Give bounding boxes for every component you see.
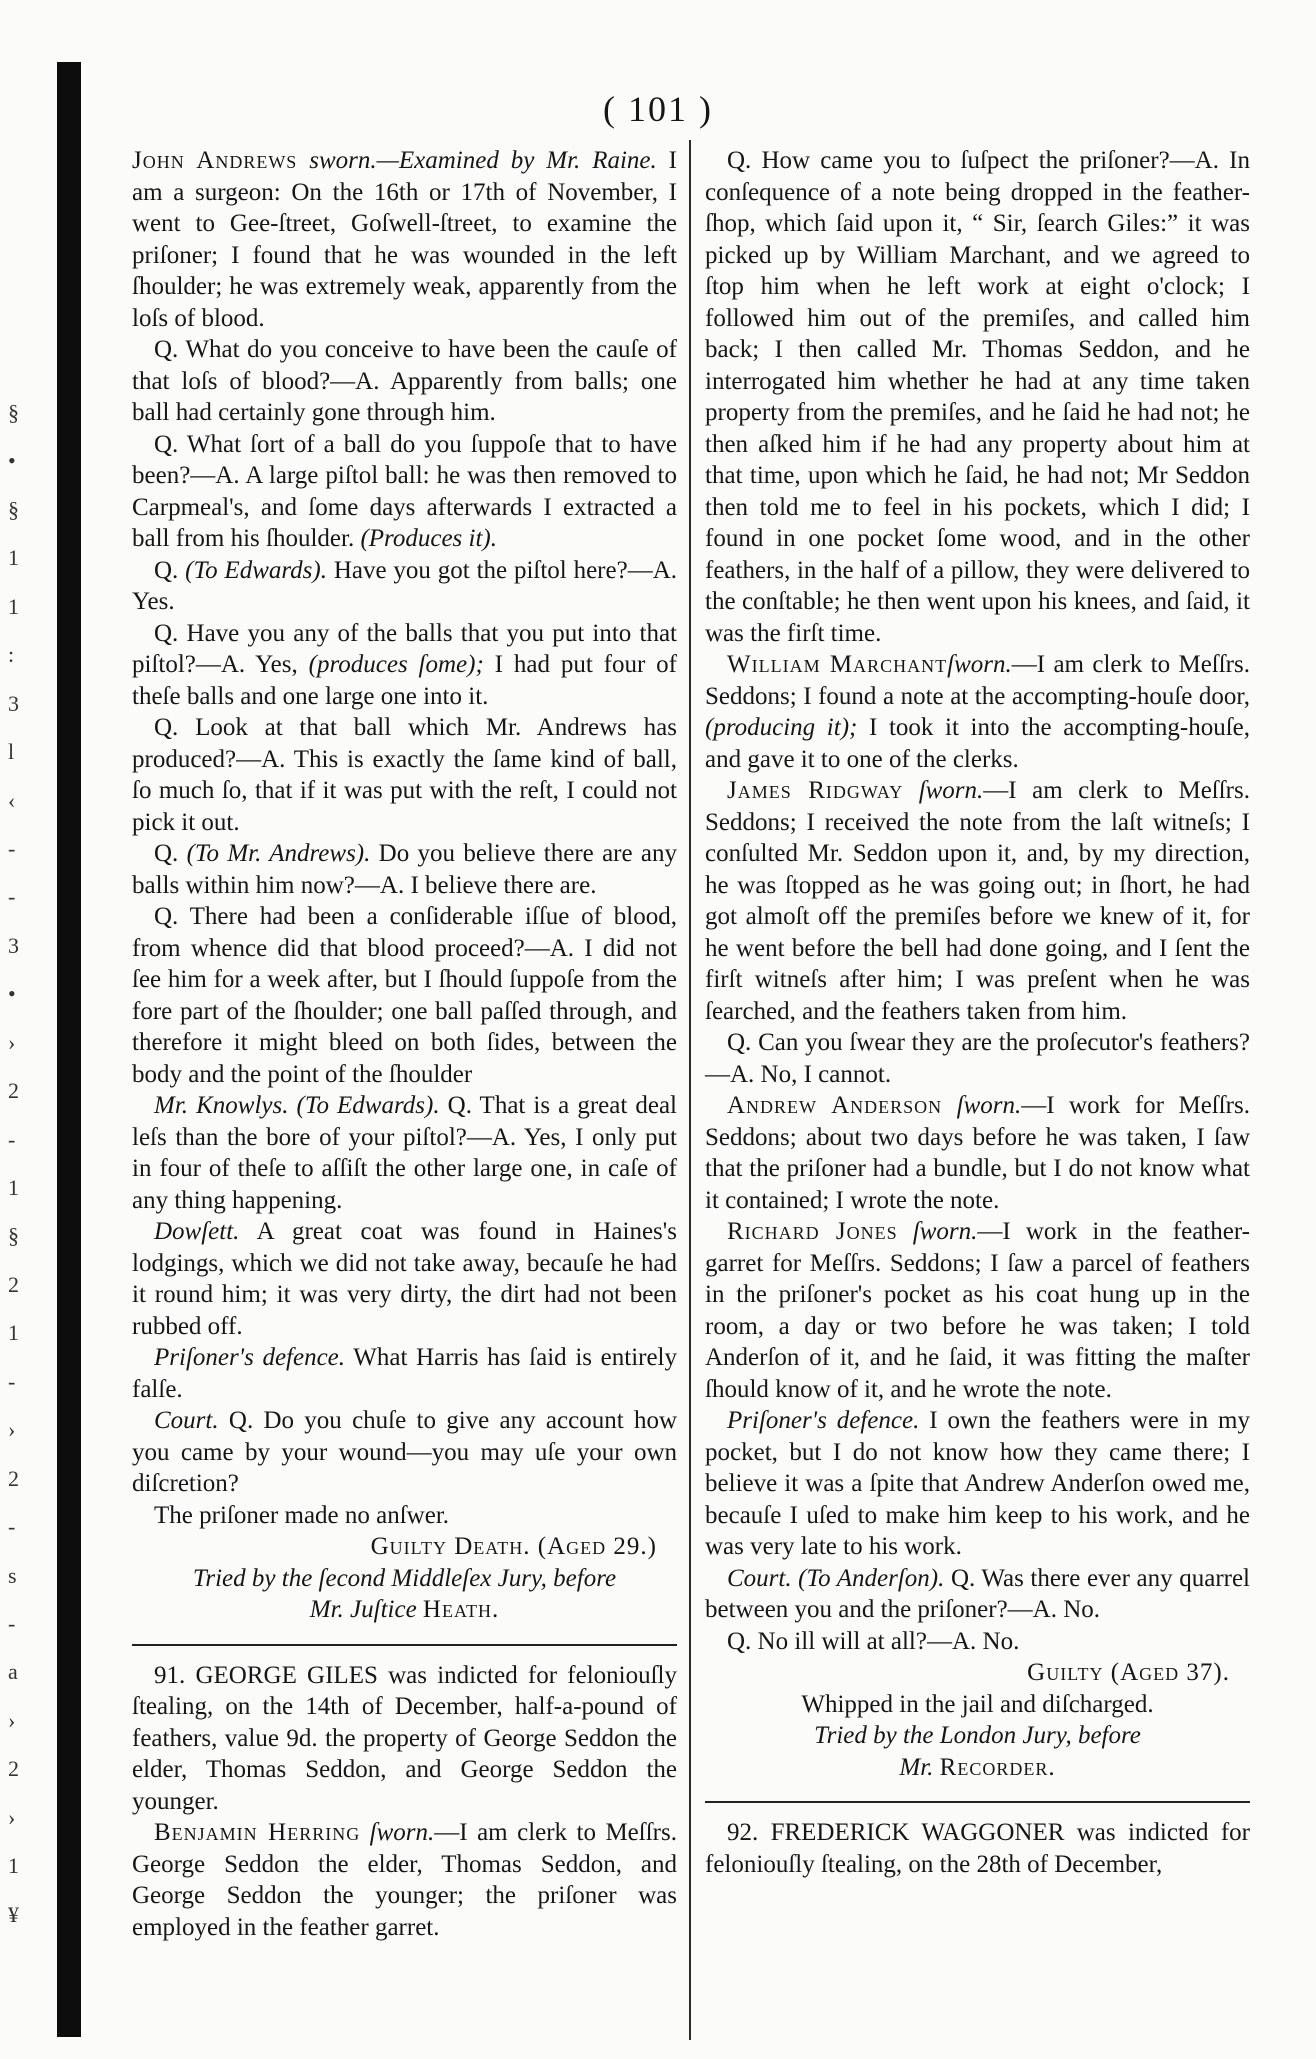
witness-name: Benjamin Herring — [154, 1819, 361, 1846]
binding-spine — [57, 62, 81, 2037]
case-divider — [705, 1801, 1250, 1803]
case-heading: 92. FREDERICK WAGGONER was indicted for feloniouſly ſtealing, on the 28th of December, — [705, 1819, 1250, 1878]
paragraph: Andrew Anderson ſworn.—I work for Meſſrs. Seddons; about two days before he was taken, I ſaw that the priſoner had a bundle, but I do not know what it contained; I wrote the note. — [705, 1092, 1250, 1214]
margin-mark: 1 — [8, 1320, 19, 1345]
margin-mark: ‹ — [8, 788, 16, 813]
witness-name: Andrew Anderson — [727, 1092, 943, 1119]
paragraph: Q. What do you conceive to have been the cauſe of that loſs of blood?—A. Apparently from balls; one ball had certainly gone through him. — [132, 336, 677, 426]
margin-mark: s — [8, 1563, 17, 1588]
margin-mark: 1 — [8, 594, 19, 619]
margin-mark: - — [8, 1611, 16, 1636]
paragraph: Q. What ſort of a ball do you ſuppoſe that to have been?—A. A large piſtol ball: he was then removed to Carpmeal's, and ſome days afterwards I extracted a ball from his ſhoulder. (Produces it). — [132, 430, 677, 552]
margin-mark: › — [8, 1417, 16, 1442]
paragraph: Mr. Knowlys. (To Edwards). Q. That is a great deal leſs than the bore of your piſtol?—A. Yes, I only put in four of theſe to aſſiſt the other large one, in caſe of any thing happening. — [132, 1092, 677, 1214]
margin-mark: 1 — [8, 1175, 19, 1200]
verdict: Guilty (Aged 37). — [1027, 1659, 1230, 1686]
paragraph: The priſoner made no anſwer. — [154, 1501, 450, 1529]
margin-mark: - — [8, 1369, 16, 1394]
margin-mark: § — [8, 400, 19, 425]
trial-note: Tried by the ſecond Middleſex Jury, before — [192, 1564, 617, 1592]
paragraph: Q. How came you to ſuſpect the priſoner?—A. In conſequence of a note being dropped in the feather-ſhop, which ſaid upon it, “ Sir, ſearch Giles:” it was picked up by William Marchant, and we agreed to ſtop him when he left work at eight o'clock; I followed him out of the premiſes, and called him back; I then called Mr. Thomas Seddon, and he interrogated him whether he had at any time taken property from the premiſes, and he ſaid he had not; he then aſked him if he had any property about him at that time, upon which he ſaid, he had not; Mr Seddon then told me to feel in his pockets, which I did; I found in one pocket ſome wood, and in the other feathers, in the half of a pillow, they were delivered to the conſtable; he then went upon his knees, and ſaid, it was the firſt time. — [705, 147, 1250, 647]
paragraph: William Marchantſworn.—I am clerk to Meſſrs. Seddons; I found a note at the accompting-houſe door, (producing it); I took it into the accompting-houſe, and gave it to one of the clerks. — [705, 651, 1251, 773]
page-number: ( 101 ) — [603, 89, 713, 129]
paragraph: Dowſett. A great coat was found in Haines's lodgings, which we did not take away, becauſe he had it round him; it was very dirty, the dirt had not been rubbed off. — [132, 1218, 677, 1340]
right-column — [705, 145, 1250, 1880]
margin-mark: 3 — [8, 933, 19, 958]
margin-mark: l — [8, 739, 15, 764]
margin-mark: 2 — [8, 1756, 19, 1781]
margin-mark: ¥ — [8, 1902, 19, 1927]
margin-mark: 2 — [8, 1078, 19, 1103]
sentence: Whipped in the jail and diſcharged. — [801, 1690, 1154, 1718]
case-heading: 91. GEORGE GILES was indicted for feloniouſly ſtealing, on the 14th of December, half-a-pound of feathers, value 9d. the property of George Seddon the elder, Thomas Seddon, and George Seddon the younger. — [132, 1661, 677, 1815]
trial-note: Tried by the London Jury, before — [814, 1722, 1141, 1749]
margin-mark: 2 — [8, 1272, 19, 1297]
paragraph: Richard Jones ſworn.—I work in the feather-garret for Meſſrs. Seddons; I ſaw a parcel of feathers in the priſoner's pocket as his coat hung up in the room, a day or two before he was taken; I told Anderſon of it, and he ſaid, it was fitting the maſter ſhould know of it, and he wrote the note. — [705, 1218, 1250, 1403]
column-rule — [689, 140, 691, 2040]
paragraph: Q. (To Mr. Andrews). Do you believe there are any balls within him now?—A. I believe there are. — [132, 840, 677, 899]
margin-mark: - — [8, 1514, 16, 1539]
margin-mark: 3 — [8, 691, 19, 716]
paragraph: Q. Have you any of the balls that you put into that piſtol?—A. Yes, (produces ſome); I had put four of theſe balls and one large one into it. — [132, 619, 677, 710]
case-divider — [132, 1644, 677, 1646]
paragraph: Q. Look at that ball which Mr. Andrews has produced?—A. This is exactly the ſame kind of ball, ſo much ſo, that if it was put with the reſt, I could not pick it out. — [132, 714, 677, 836]
paragraph: John Andrews sworn.—Examined by Mr. Raine. I am a surgeon: On the 16th or 17th of November, I went to Gee-ſtreet, Goſwell-ſtreet, to examine the priſoner; I found that he was wounded in the left ſhoulder; he was extremely weak, apparently from the loſs of blood. — [132, 147, 678, 332]
trial-judge: Mr. Juſtice Heath. — [309, 1596, 500, 1623]
paragraph: James Ridgway ſworn.—I am clerk to Meſſrs. Seddons; I received the note from the laſt witneſs; I conſulted Mr. Seddon upon it, and, by my direction, he was ſtopped as he was going out; in ſhort, he had got almoſt off the premiſes before we knew of it, for he went before the bell had done going, and I ſent the firſt witneſs after him; I was preſent when he was ſearched, and the feathers taken from him. — [705, 777, 1250, 1025]
margin-mark: a — [8, 1659, 18, 1684]
paragraph: Priſoner's defence. I own the feathers were in my pocket, but I do not know how they came there; I believe it was a ſpite that Andrew Anderſon owed me, becauſe I uſed to make him keep to his work, and he was very late to his work. — [705, 1407, 1250, 1560]
margin-mark: - — [8, 884, 16, 909]
left-column — [132, 145, 677, 1943]
margin-mark: 1 — [8, 545, 19, 570]
paragraph: Q. No ill will at all?—A. No. — [727, 1627, 1020, 1655]
margin-mark: › — [8, 1030, 16, 1055]
witness-name: John Andrews — [132, 147, 298, 174]
paragraph: Priſoner's defence. What Harris has ſaid is entirely falſe. — [132, 1344, 678, 1403]
margin-mark: : — [8, 642, 15, 667]
paragraph: Q. There had been a conſiderable iſſue of blood, from whence did that blood proceed?—A. I did not ſee him for a week after, but I ſhould ſuppoſe from the fore part of the ſhoulder; one ball paſſed through, and therefore it might bleed on both ſides, between the body and the point of the ſhoulder — [132, 903, 677, 1088]
witness-name: William Marchant — [727, 651, 948, 678]
paragraph: Q. (To Edwards). Have you got the piſtol here?—A. Yes. — [132, 556, 677, 615]
paragraph: Q. Can you ſwear they are the proſecutor's feathers?—A. No, I cannot. — [705, 1029, 1250, 1088]
margin-mark: › — [8, 1708, 16, 1733]
verdict: Guilty Death. (Aged 29.) — [370, 1533, 657, 1560]
paragraph: Court. Q. Do you chuſe to give any account how you came by your wound—you may uſe your own diſcretion? — [132, 1407, 677, 1497]
margin-mark: - — [8, 836, 16, 861]
margin-mark: • — [8, 448, 16, 473]
margin-mark: § — [8, 497, 19, 522]
margin-mark: - — [8, 1127, 16, 1152]
margin-mark: § — [8, 1223, 19, 1248]
trial-judge: Mr. Recorder. — [899, 1753, 1056, 1781]
paragraph: Court. (To Anderſon). Q. Was there ever any quarrel between you and the priſoner?—A. No. — [705, 1564, 1251, 1623]
witness-name: Richard Jones — [727, 1218, 898, 1245]
margin-mark: 2 — [8, 1466, 19, 1491]
margin-mark: • — [8, 981, 16, 1006]
witness-name: James Ridgway — [727, 777, 904, 804]
margin-mark: › — [8, 1805, 16, 1830]
paragraph: Benjamin Herring ſworn.—I am clerk to Meſſrs. George Seddon the elder, Thomas Seddon, and George Seddon the younger; the priſoner was employed in the feather garret. — [132, 1819, 677, 1941]
margin-mark: 1 — [8, 1853, 19, 1878]
